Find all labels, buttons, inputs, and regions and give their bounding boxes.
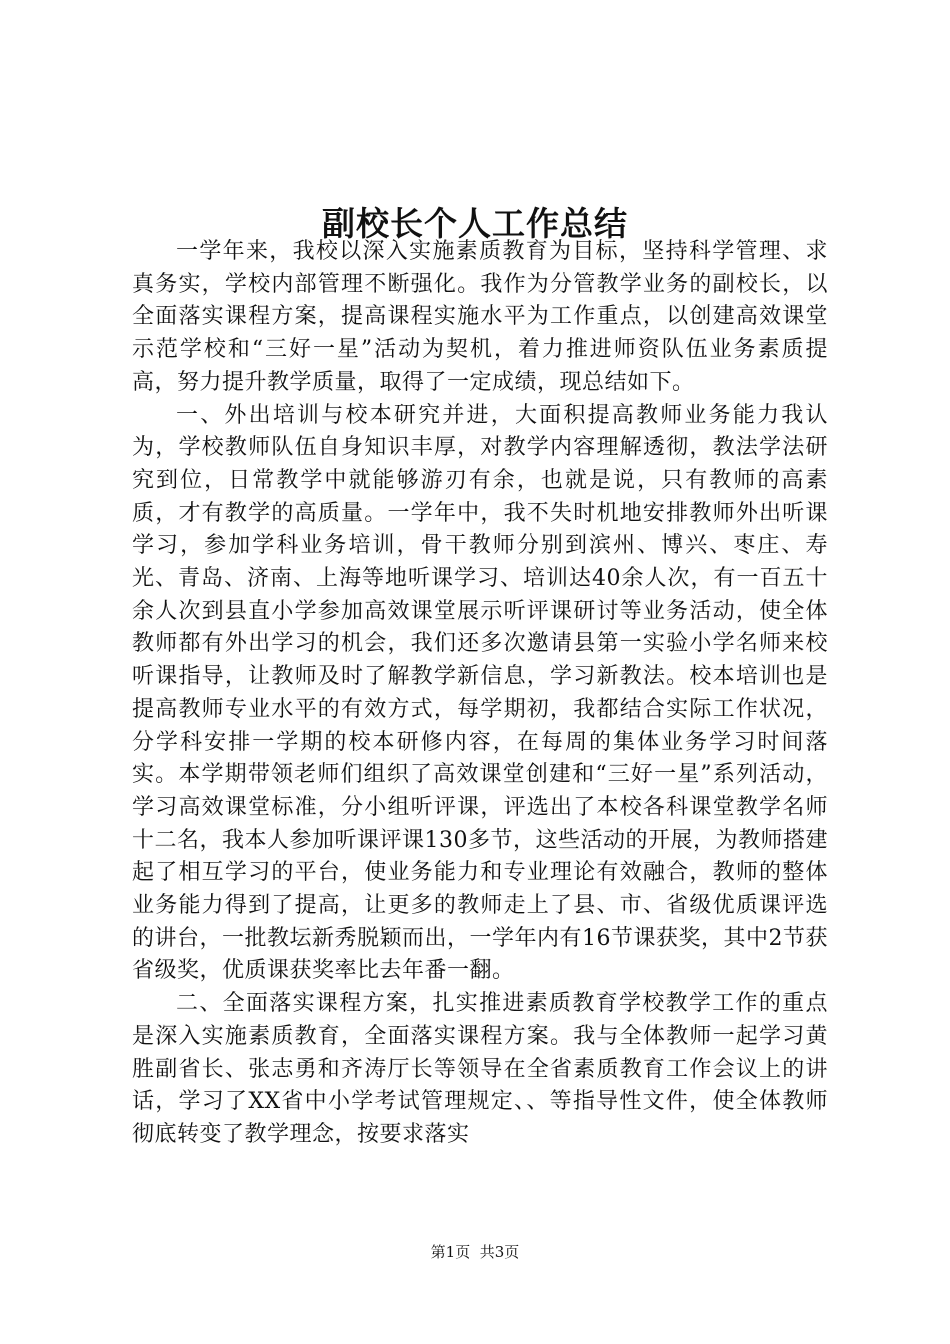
page-number: 第1页 <box>430 1243 471 1261</box>
paragraph-section-1: 一、外出培训与校本研究并进，大面积提高教师业务能力我认为，学校教师队伍自身知识丰厚，对教学内容理解透彻，教法学法研究到位，日常教学中就能够游刃有余，也就是说，只有教师的高素质，才有教学的高质量。一学年中，我不失时机地安排教师外出听课学习，参加学科业务培训，骨干教师分别到滨州、博兴、枣庄、寿光、青岛、济南、上海等地听课学习、培训达40余人次，有一百五十余人次到县直小学参加高效课堂展示听评课研讨等业务活动，使全体教师都有外出学习的机会，我们还多次邀请县第一实验小学名师来校听课指导，让教师及时了解教学新信息，学习新教法。校本培训也是提高教师专业水平的有效方式，每学期初，我都结合实际工作状况，分学科安排一学期的校本研修内容，在每周的集体业务学习时间落实。本学期带领老师们组织了高效课堂创建和“三好一星”系列活动，学习高效课堂标准，分小组听评课，评选出了本校各科课堂教学名师十二名，我本人参加听课评课130多节，这些活动的开展，为教师搭建起了相互学习的平台，使业务能力和专业理论有效融合，教师的整体业务能力得到了提高，让更多的教师走上了县、市、省级优质课评选的讲台，一批教坛新秀脱颖而出，一学年内有16节课获奖，其中2节获省级奖，优质课获奖率比去年番一翻。 <box>132 402 828 984</box>
document-title: 副校长个人工作总结 <box>322 204 628 244</box>
paragraph-section-2: 二、全面落实课程方案，扎实推进素质教育学校教学工作的重点是深入实施素质教育，全面落实课程方案。我与全体教师一起学习黄胜副省长、张志勇和齐涛厅长等领导在全省素质教育工作会议上的讲话，学习了XX省中小学考试管理规定、、等指导性文件，使全体教师彻底转变了教学理念，按要求落实 <box>132 991 828 1147</box>
document-body <box>132 236 828 1152</box>
paragraph-intro: 一学年来，我校以深入实施素质教育为目标，坚持科学管理、求真务实，学校内部管理不断强化。我作为分管教学业务的副校长，以全面落实课程方案，提高课程实施水平为工作重点，以创建高效课堂示范学校和“三好一星”活动为契机，着力推进师资队伍业务素质提高，努力提升教学质量，取得了一定成绩，现总结如下。 <box>132 239 828 395</box>
page-footer <box>0 1242 950 1262</box>
page-total: 共3页 <box>479 1243 520 1261</box>
footer-spacer <box>470 1243 480 1261</box>
